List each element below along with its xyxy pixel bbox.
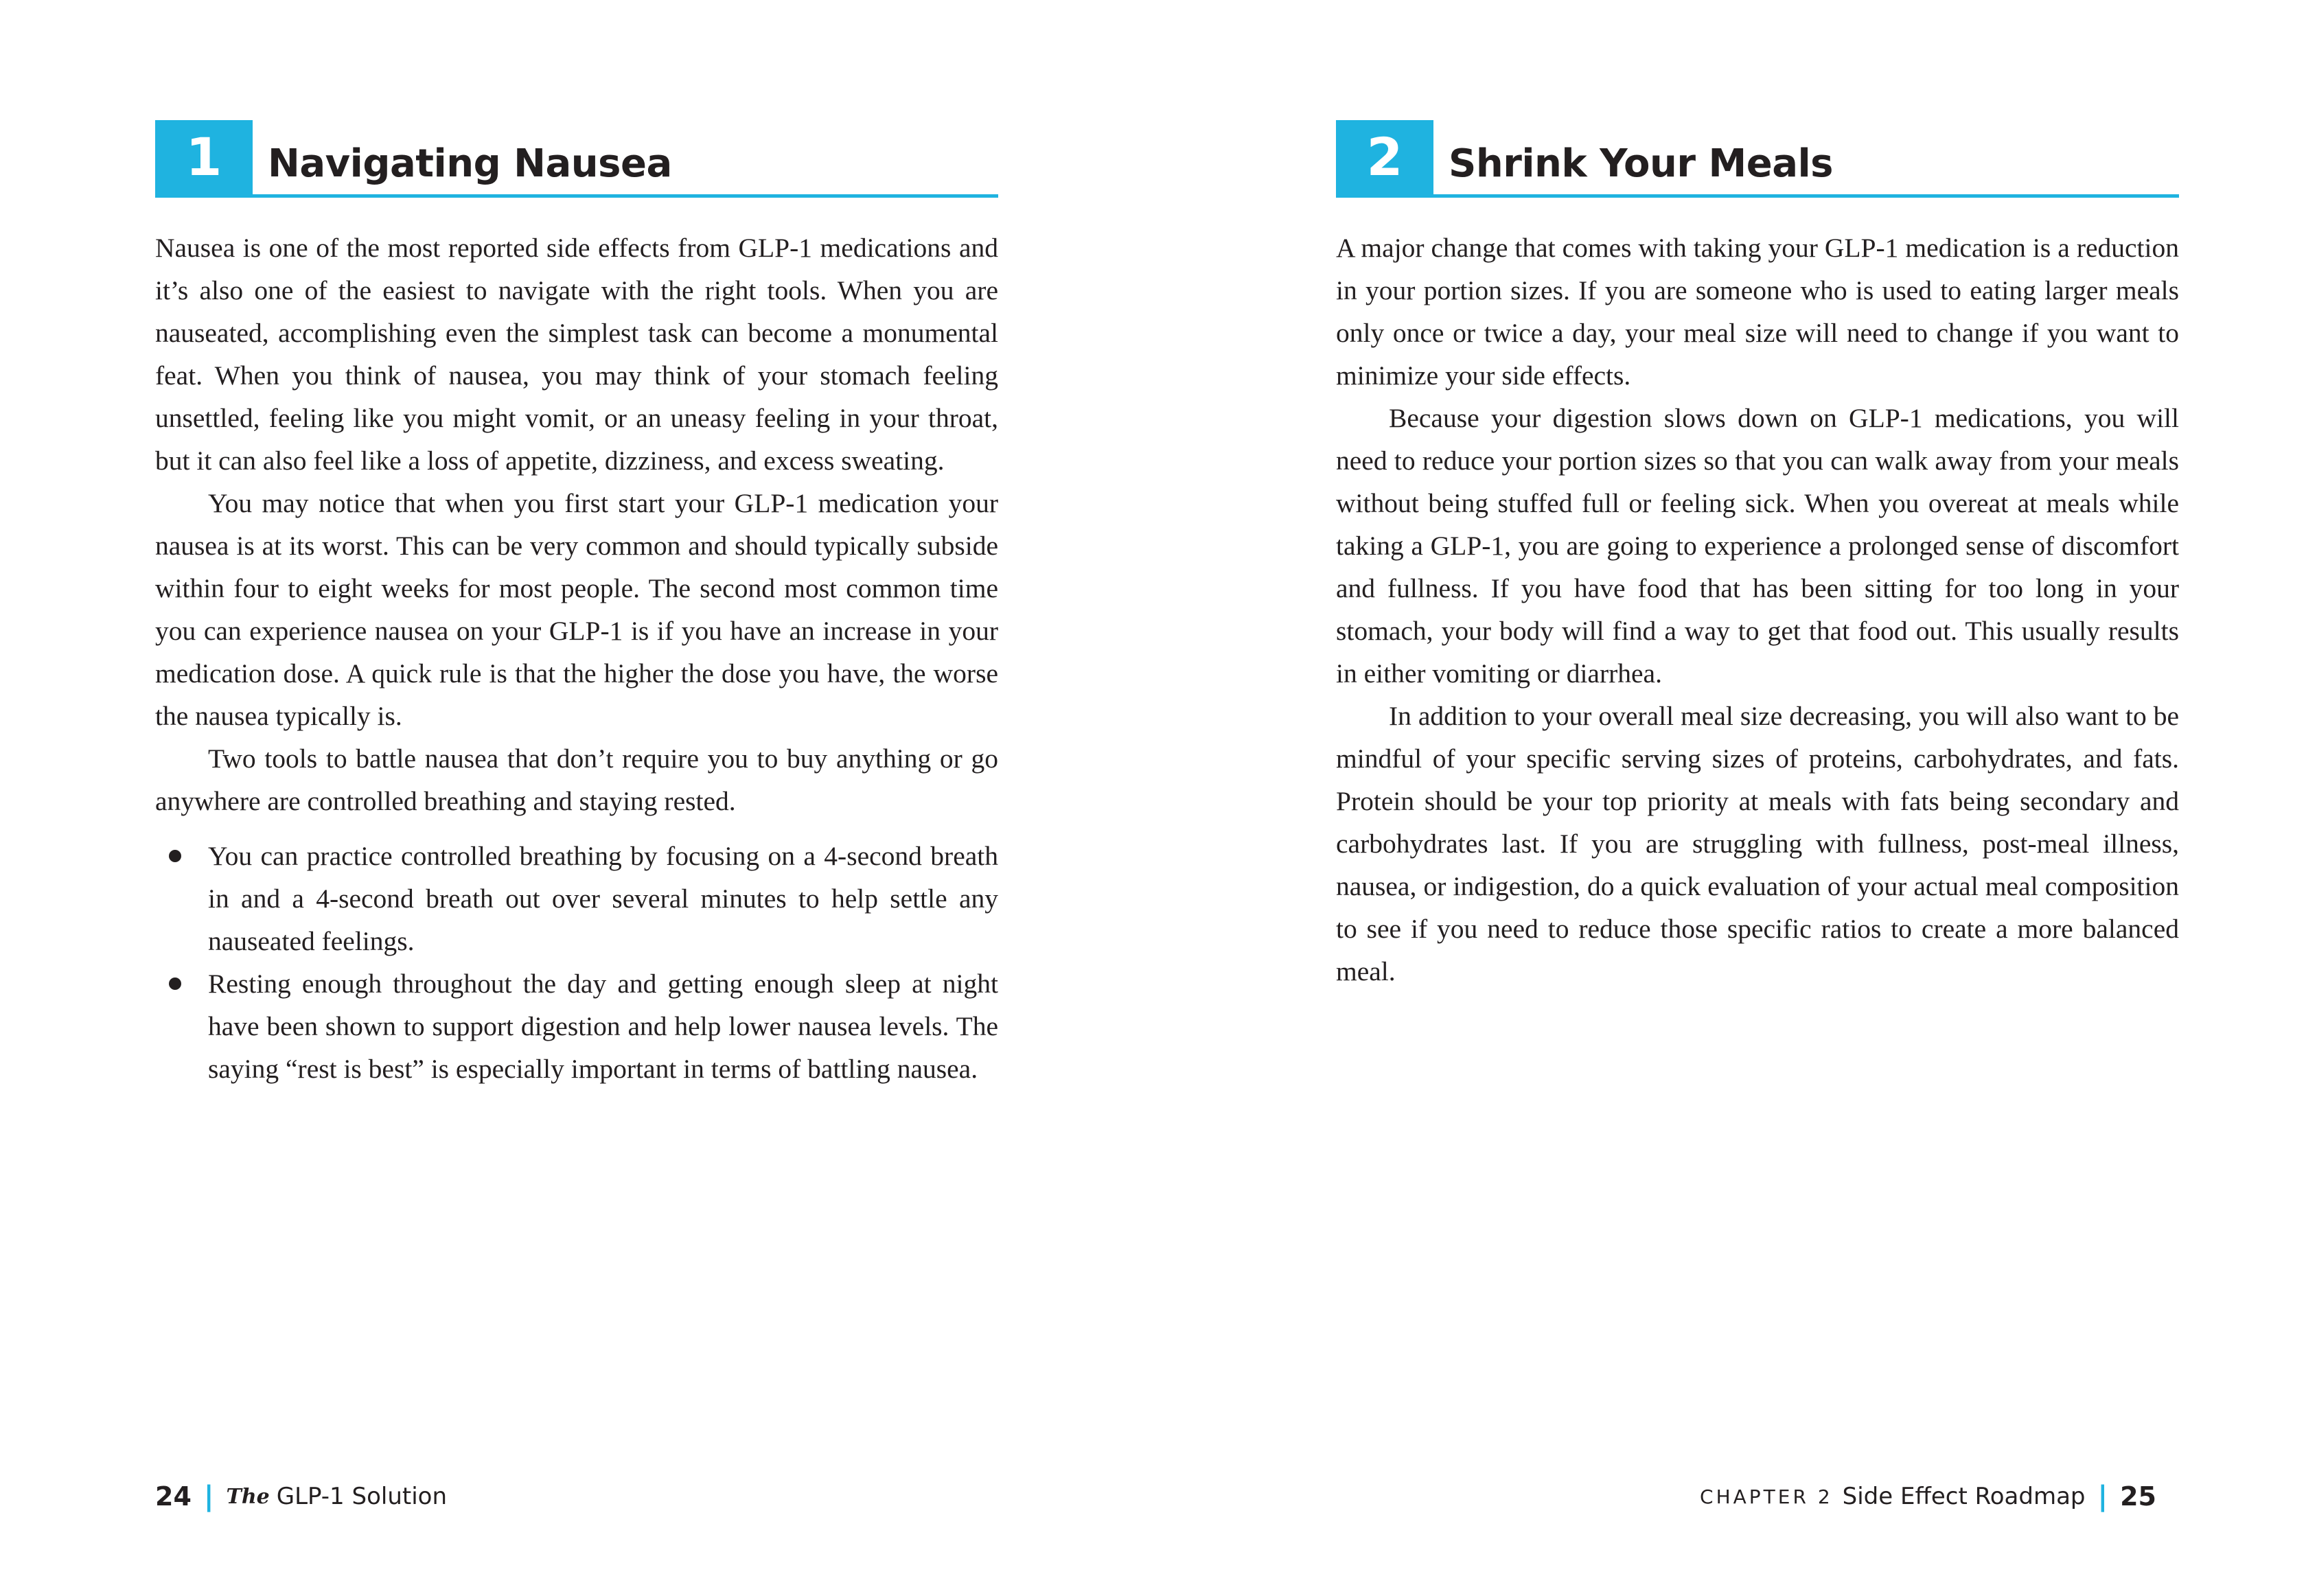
right-running-footer <box>1700 1477 2156 1516</box>
book-title-prefix: The <box>226 1484 270 1509</box>
paragraph: In addition to your overall meal size decreasing, you will also want to be mindful of your specific serving sizes of proteins, carbohydrates, and fats. Protein should be your top priority at meals with fats being secondary and carbohydrates last. If you are struggling with fullness, post-meal illness, nausea, or indigestion, do a quick evaluation of your actual meal composition to see if you need to reduce those specific ratios to create a more balanced meal. <box>1336 701 2179 986</box>
paragraph: Two tools to battle nausea that don’t require you to buy anything or go anywhere are controlled breathing and staying rested. <box>155 743 998 816</box>
section-number-badge: 2 <box>1336 120 1433 194</box>
left-running-footer <box>155 1477 447 1516</box>
book-title: GLP-1 Solution <box>276 1483 447 1510</box>
left-column <box>155 120 998 1090</box>
footer-separator: | <box>2097 1481 2108 1512</box>
page-number: 25 <box>2120 1481 2156 1512</box>
bullet-list <box>155 835 998 1090</box>
left-page <box>0 0 1158 1596</box>
section-heading-2 <box>1336 120 2179 198</box>
chapter-label: CHAPTER 2 <box>1700 1485 1833 1508</box>
section-heading-1 <box>155 120 998 198</box>
right-page <box>1159 0 2317 1596</box>
paragraph: You may notice that when you first start your GLP-1 medication your nausea is at its worst. This can be very common and should typically subside within four to eight weeks for most people. The second most common time you can experience nausea on your GLP-1 is if you have an increase in your medication dose. A quick rule is that the higher the dose you have, the worse the nausea typically is. <box>155 488 998 731</box>
section-title: Navigating Nausea <box>268 141 672 186</box>
paragraph: Nausea is one of the most reported side effects from GLP-1 medications and it’s also one of the easiest to navigate with the right tools. When you are nauseated, accomplishing even the simplest task can become a monumental feat. When you think of nausea, you may think of your stomach feeling unsettled, feeling like you might vomit, or an uneasy feeling in your throat, but it can also feel like a loss of appetite, dizziness, and excess sweating. <box>155 233 998 476</box>
section-number-badge: 1 <box>155 120 253 194</box>
bullet-item <box>155 962 998 1090</box>
section-body <box>155 227 998 822</box>
bullet-dot-icon <box>169 850 181 862</box>
bullet-item <box>155 835 998 962</box>
bullet-dot-icon <box>169 978 181 990</box>
paragraph: Because your digestion slows down on GLP-1 medications, you will need to reduce your portion sizes so that you can walk away from your meals without being stuffed full or feeling sick. When you overeat at meals while taking a GLP-1, you are going to experience a prolonged sense of discomfort and fullness. If you have food that has been sitting for too long in your stomach, your body will find a way to get that food out. This usually results in either vomiting or diarrhea. <box>1336 403 2179 689</box>
paragraph: A major change that comes with taking your GLP-1 medication is a reduction in your portion sizes. If you are someone who is used to eating larger meals only once or twice a day, your meal size will need to change if you want to minimize your side effects. <box>1336 233 2179 391</box>
right-column <box>1336 120 2179 993</box>
section-title: Shrink Your Meals <box>1449 141 1834 186</box>
section-body <box>1336 227 2179 993</box>
bullet-text: Resting enough throughout the day and getting enough sleep at night have been shown to support digestion and help lower nausea levels. The saying “rest is best” is especially important in terms of battling nausea. <box>208 969 998 1084</box>
bullet-text: You can practice controlled breathing by focusing on a 4-second breath in and a 4-second breath out over several minutes to help settle any nauseated feelings. <box>208 841 998 956</box>
page-number: 24 <box>155 1481 192 1512</box>
chapter-title: Side Effect Roadmap <box>1842 1483 2086 1510</box>
footer-separator: | <box>203 1481 214 1512</box>
